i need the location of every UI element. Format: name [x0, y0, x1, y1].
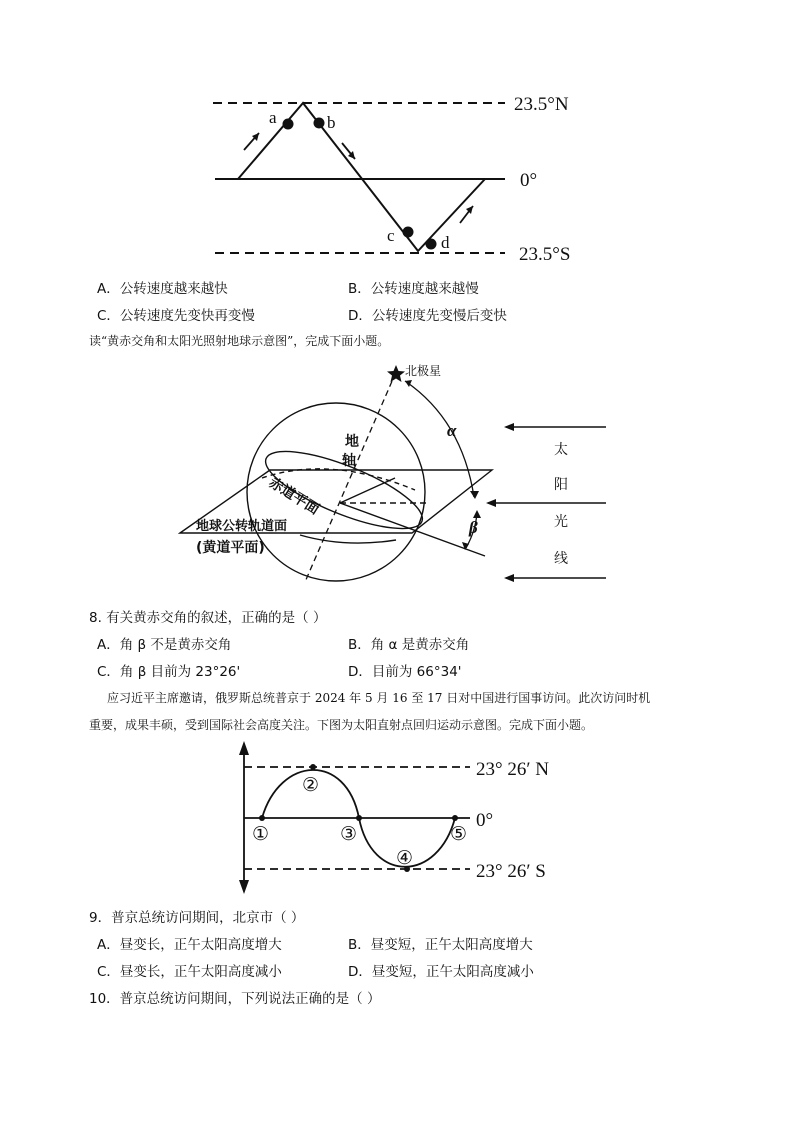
point-2-label: ②	[302, 775, 320, 796]
q8-option-d: D．目前为 66°34'	[348, 664, 462, 680]
label-c: c	[387, 226, 395, 245]
q8-option-b: B．角 α 是黄赤交角	[348, 637, 470, 653]
point-5-label: ⑤	[450, 824, 468, 845]
q7-option-d: D．公转速度先变慢后变快	[348, 308, 507, 324]
q8-stem: 8. 有关黄赤交角的叙述，正确的是（ ）	[89, 610, 327, 626]
q7-option-a: A．公转速度越来越快	[97, 281, 228, 297]
q7-option-c: C．公转速度先变快再变慢	[97, 308, 255, 324]
label-23-5-south: 23.5°S	[519, 244, 571, 265]
equator-plane-label: 赤道平面	[265, 474, 322, 519]
intro-paragraph-2-line-1: 应习近平主席邀请，俄罗斯总统普京于 2024 年 5 月 16 至 17 日对中国进行国事访问。此次访问时机	[107, 691, 651, 705]
sunlight-label-3: 光	[554, 514, 568, 530]
label-equator: 0°	[520, 170, 538, 191]
axis-arrow-down-icon	[239, 880, 249, 894]
point-1-label: ①	[252, 824, 270, 845]
axis-label-2: 轴	[342, 453, 356, 469]
beta-label: β	[469, 518, 478, 537]
sunlight-label-4: 线	[554, 551, 568, 567]
axis-arrow-up-icon	[239, 741, 249, 755]
alpha-label: α	[447, 421, 457, 440]
q9-stem: 9．普京总统访问期间，北京市（ ）	[89, 910, 305, 926]
q9-option-a: A．昼变长，正午太阳高度增大	[97, 937, 282, 953]
label-equator: 0°	[476, 810, 494, 831]
label-d: d	[441, 233, 450, 252]
q8-option-a: A．角 β 不是黄赤交角	[97, 637, 232, 653]
label-a: a	[269, 108, 277, 127]
q9-option-c: C．昼变长，正午太阳高度减小	[97, 964, 282, 980]
q9-option-b: B．昼变短，正午太阳高度增大	[348, 937, 533, 953]
q7-option-b: B．公转速度越来越慢	[348, 281, 479, 297]
polaris-label: 北极星	[405, 364, 442, 378]
axis-label-1: 地	[345, 434, 359, 450]
orbit-plane-label: 地球公转轨道面	[196, 519, 288, 534]
q9-option-d: D．昼变短，正午太阳高度减小	[348, 964, 534, 980]
point-4-label: ④	[396, 848, 414, 869]
sunlight-label-1: 太	[554, 442, 568, 458]
label-north: 23° 26′ N	[476, 759, 549, 780]
sunlight-label-2: 阳	[554, 477, 568, 493]
q8-option-c: C．角 β 目前为 23°26'	[97, 664, 241, 680]
label-b: b	[327, 113, 336, 132]
intro-paragraph-1: 读“黄赤交角和太阳光照射地球示意图”，完成下面小题。	[89, 334, 390, 348]
label-south: 23° 26′ S	[476, 861, 546, 882]
intro-paragraph-2-line-2: 重要，成果丰硕，受到国际社会高度关注。下图为太阳直射点回归运动示意图。完成下面小题。	[89, 718, 594, 732]
label-23-5-north: 23.5°N	[514, 94, 569, 115]
q10-stem: 10．普京总统访问期间，下列说法正确的是（ ）	[89, 991, 381, 1007]
point-3-label: ③	[340, 824, 358, 845]
ecliptic-plane-label: (黄道平面)	[196, 540, 265, 556]
